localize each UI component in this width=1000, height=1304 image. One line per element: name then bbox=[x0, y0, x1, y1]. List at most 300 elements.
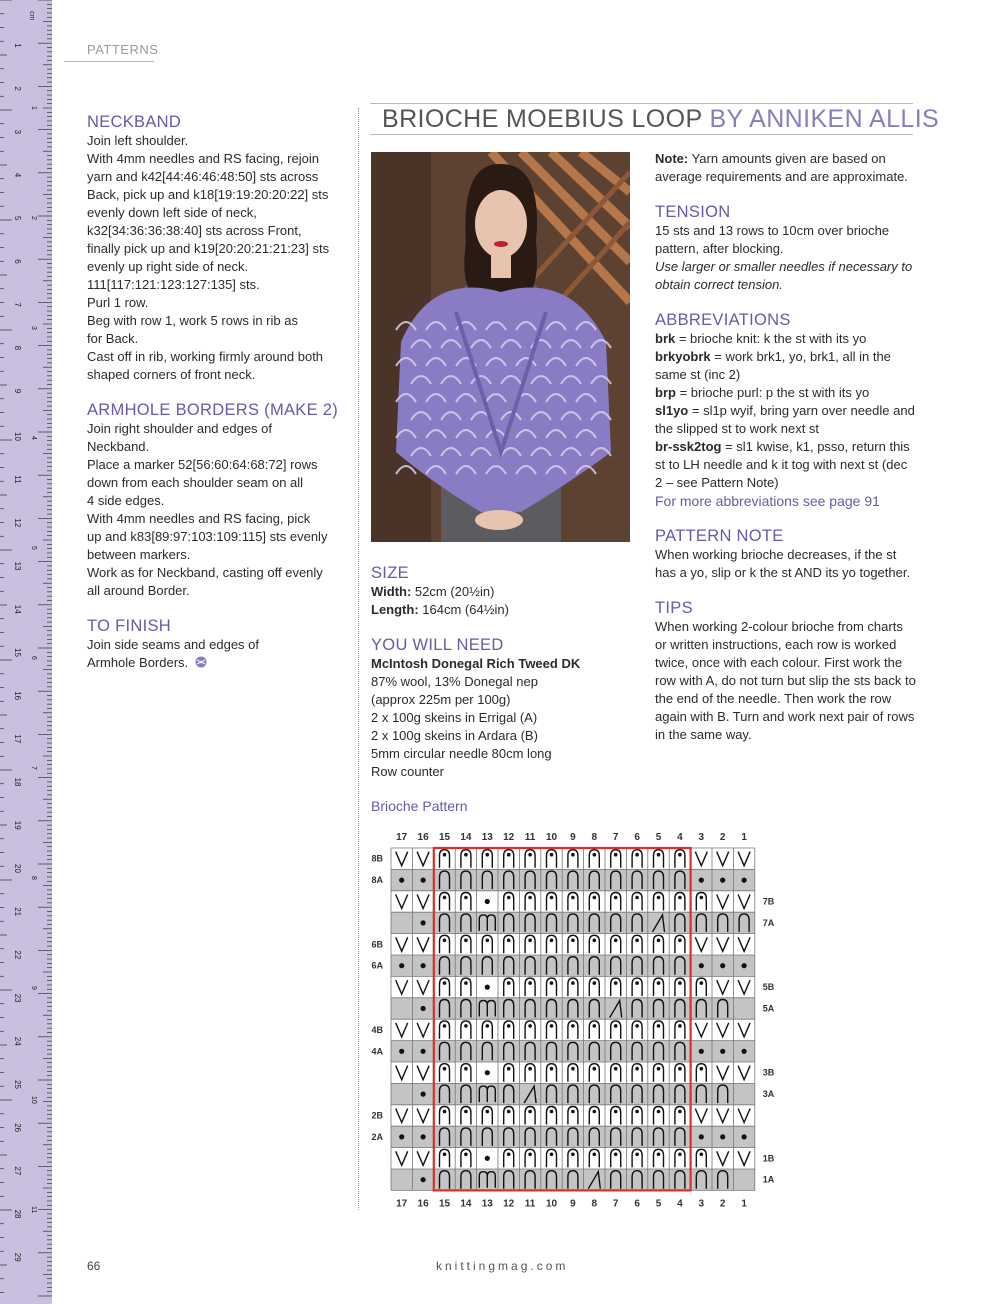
chart-col-label-bottom: 5 bbox=[655, 1198, 662, 1210]
chart-purl-dot bbox=[699, 878, 704, 883]
chart-brk-dot bbox=[678, 853, 682, 857]
ruler-cm-label: 8 bbox=[13, 345, 22, 351]
ruler-cm-label: 4 bbox=[13, 172, 22, 178]
ruler-inch-label: 10 bbox=[30, 1096, 37, 1104]
chart-col-label-top: 6 bbox=[634, 832, 640, 843]
neckband-line: Cast off in rib, working firmly around both bbox=[87, 349, 324, 364]
chart-brk-dot bbox=[593, 853, 597, 857]
chart-purl-dot bbox=[742, 878, 747, 883]
finish-line: Join side seams and edges of bbox=[87, 637, 259, 652]
chart-brk-dot bbox=[464, 896, 468, 900]
finish-line: Armhole Borders. bbox=[87, 654, 347, 672]
chart-row-label-right: 1A bbox=[762, 1174, 775, 1185]
chart-brk-dot bbox=[678, 1153, 682, 1157]
chart-brk-dot bbox=[614, 1153, 618, 1157]
chart-brk-dot bbox=[507, 1067, 511, 1071]
chart-row-bg bbox=[391, 1019, 755, 1040]
chart-brk-dot bbox=[507, 1110, 511, 1114]
chart-brk-dot bbox=[635, 1024, 639, 1028]
armhole-line: up and k83[89:97:103:109:115] sts evenly bbox=[87, 529, 328, 544]
ruler-cm-label: 21 bbox=[13, 907, 22, 917]
neckband-line: With 4mm needles and RS facing, rejoin bbox=[87, 151, 319, 166]
chart-brk-dot bbox=[635, 853, 639, 857]
ruler-cm-label: 16 bbox=[13, 691, 22, 701]
chart-purl-dot bbox=[399, 1134, 404, 1139]
chart-row-label-left: 4A bbox=[371, 1046, 383, 1057]
ruler-cm-label: 27 bbox=[13, 1166, 22, 1176]
chart-col-label-bottom: 16 bbox=[417, 1198, 429, 1210]
chart-purl-dot bbox=[421, 1092, 426, 1097]
chart-brk-dot bbox=[443, 1024, 447, 1028]
chart-brk-dot bbox=[528, 896, 532, 900]
chart-row-label-right: 5B bbox=[762, 982, 775, 993]
brioche-chart bbox=[361, 822, 791, 1217]
chart-brk-dot bbox=[550, 1067, 554, 1071]
chart-col-label-bottom: 7 bbox=[612, 1198, 619, 1210]
neckband-heading: NECKBAND bbox=[87, 113, 182, 131]
ruler-inch-label: 3 bbox=[30, 326, 37, 330]
chart-brk-dot bbox=[678, 939, 682, 943]
chart-brk-dot bbox=[635, 1153, 639, 1157]
neckband-line: shaped corners of front neck. bbox=[87, 367, 256, 382]
ruler-cm-label: 7 bbox=[13, 302, 22, 307]
abbr-item: br-ssk2tog = sl1 kwise, k1, psso, return this st to LH needle and k it tog with next st (dec 2 – see Pattern Note) bbox=[655, 439, 910, 490]
chart-col-label-bottom: 8 bbox=[591, 1198, 598, 1210]
chart-col-label-top: 3 bbox=[698, 832, 705, 843]
chart-row-bg bbox=[391, 934, 755, 955]
ruler-graphic bbox=[0, 0, 52, 1304]
chart-brk-dot bbox=[507, 1024, 511, 1028]
chart-purl-dot bbox=[742, 1049, 747, 1054]
chart-row-bg bbox=[391, 891, 755, 912]
chart-brk-dot bbox=[657, 1067, 661, 1071]
chart-brk-dot bbox=[550, 1024, 554, 1028]
chart-brk-dot bbox=[443, 1110, 447, 1114]
title-byline: BY ANNIKEN ALLIS bbox=[709, 105, 940, 133]
ruler-cm-label: 5 bbox=[13, 216, 22, 221]
chart-brk-dot bbox=[550, 1110, 554, 1114]
chart-brk-dot bbox=[464, 853, 468, 857]
need-item: Row counter bbox=[371, 764, 444, 779]
chart-purl-dot bbox=[742, 1134, 747, 1139]
chart-brk-dot bbox=[614, 896, 618, 900]
chart-brk-dot bbox=[657, 1110, 661, 1114]
need-list bbox=[371, 673, 641, 781]
chart-brk-dot bbox=[614, 1110, 618, 1114]
neckband-line: k32[34:36:36:38:40] sts across Front, bbox=[87, 223, 302, 238]
armhole-line: Place a marker 52[56:60:64:68:72] rows bbox=[87, 457, 318, 472]
section-rule bbox=[64, 61, 154, 62]
finish-heading: TO FINISH bbox=[87, 617, 171, 635]
size-width: Width: 52cm (20½in) bbox=[371, 584, 495, 599]
left-column bbox=[87, 112, 347, 672]
chart-purl-dot bbox=[421, 920, 426, 925]
chart-purl-dot bbox=[485, 985, 490, 990]
chart-brk-dot bbox=[678, 896, 682, 900]
ruler-unit: cm bbox=[28, 11, 35, 21]
chart-brk-dot bbox=[507, 1153, 511, 1157]
chart-col-label-top: 14 bbox=[460, 832, 472, 843]
chart-brk-dot bbox=[593, 1153, 597, 1157]
neckband-line: for Back. bbox=[87, 331, 139, 346]
ruler-cm-label: 28 bbox=[13, 1209, 22, 1219]
armhole-line: Neckband. bbox=[87, 439, 150, 454]
chart-brk-dot bbox=[486, 1110, 490, 1114]
chart-brk-dot bbox=[443, 853, 447, 857]
chart-row-label-left: 2A bbox=[371, 1131, 383, 1142]
chart-brk-dot bbox=[507, 853, 511, 857]
chart-purl-dot bbox=[421, 1049, 426, 1054]
chart-brk-dot bbox=[443, 1067, 447, 1071]
ruler-cm-label: 26 bbox=[13, 1123, 22, 1133]
chart-brk-dot bbox=[550, 1153, 554, 1157]
need-item: 2 x 100g skeins in Errigal (A) bbox=[371, 710, 538, 725]
tips-text: When working 2-colour brioche from charts or written instructions, each row is worked twice, once with each colour. First work the row with A, do not turn but slip the sts back to the end of the needle. Then work the row again with B. Turn and work next pair of rows in the same way. bbox=[655, 619, 916, 742]
chart-brk-dot bbox=[657, 896, 661, 900]
pattern-note-heading: PATTERN NOTE bbox=[655, 527, 784, 545]
chart-brk-dot bbox=[486, 853, 490, 857]
neckband-line: Back, pick up and k18[19:19:20:20:22] sts bbox=[87, 187, 329, 202]
chart-row-bg bbox=[391, 1083, 755, 1104]
chart-purl-dot bbox=[485, 1156, 490, 1161]
chart-brk-dot bbox=[700, 896, 704, 900]
chart-brk-dot bbox=[657, 853, 661, 857]
more-abbr-link[interactable]: For more abbreviations see page 91 bbox=[655, 493, 880, 509]
chart-col-label-top: 1 bbox=[741, 832, 747, 843]
chart-row-label-right: 3A bbox=[762, 1089, 775, 1100]
chart-row-label-left: 6B bbox=[371, 939, 383, 950]
armhole-line: between markers. bbox=[87, 547, 191, 562]
chart-brk-dot bbox=[614, 1067, 618, 1071]
chart-brk-dot bbox=[571, 1024, 575, 1028]
chart-brk-dot bbox=[571, 1067, 575, 1071]
chart-row-label-right: 1B bbox=[762, 1153, 775, 1164]
neckband-line: evenly down left side of neck, bbox=[87, 205, 257, 220]
chart-brk-dot bbox=[593, 896, 597, 900]
chart-brk-dot bbox=[464, 1024, 468, 1028]
armhole-heading: ARMHOLE BORDERS (MAKE 2) bbox=[87, 401, 339, 419]
chart-brk-dot bbox=[528, 1153, 532, 1157]
chart-brk-dot bbox=[528, 1110, 532, 1114]
chart-purl-dot bbox=[399, 878, 404, 883]
ruler-inch-label: 8 bbox=[30, 876, 37, 880]
chart-purl-dot bbox=[485, 899, 490, 904]
chart-col-label-bottom: 14 bbox=[460, 1198, 472, 1210]
chart-brk-dot bbox=[486, 1024, 490, 1028]
ruler-cm-label: 2 bbox=[13, 86, 22, 91]
chart-purl-dot bbox=[742, 963, 747, 968]
right-column bbox=[655, 150, 917, 744]
chart-brk-dot bbox=[486, 939, 490, 943]
need-item: 5mm circular needle 80cm long bbox=[371, 746, 552, 761]
chart-brk-dot bbox=[678, 1110, 682, 1114]
ruler-cm-label: 11 bbox=[13, 475, 22, 484]
chart-brk-dot bbox=[635, 939, 639, 943]
tension-note: Use larger or smaller needles if necessary to obtain correct tension. bbox=[655, 259, 913, 292]
chart-col-label-top: 16 bbox=[417, 832, 429, 843]
chart-row-bg bbox=[391, 1062, 755, 1083]
neckband-line: Beg with row 1, work 5 rows in rib as bbox=[87, 313, 298, 328]
measuring-ruler bbox=[0, 0, 52, 1304]
abbr-item: brp = brioche purl: p the st with its yo bbox=[655, 385, 870, 400]
neckband-line: yarn and k42[44:46:46:48:50] sts across bbox=[87, 169, 319, 184]
chart-purl-dot bbox=[399, 1049, 404, 1054]
abbr-heading: ABBREVIATIONS bbox=[655, 311, 791, 329]
title-main: BRIOCHE MOEBIUS LOOP bbox=[382, 105, 703, 133]
chart-brk-dot bbox=[678, 981, 682, 985]
chart-row-label-right: 5A bbox=[762, 1003, 775, 1014]
chart-col-label-top: 7 bbox=[612, 832, 619, 843]
chart-col-label-top: 10 bbox=[545, 832, 558, 843]
ruler-cm-label: 9 bbox=[13, 388, 22, 394]
chart-brk-dot bbox=[700, 1153, 704, 1157]
ruler-cm-label: 13 bbox=[13, 561, 22, 571]
chart-col-label-top: 5 bbox=[655, 832, 662, 843]
need-heading: YOU WILL NEED bbox=[371, 636, 504, 654]
ruler-inch-label: 11 bbox=[30, 1206, 37, 1214]
chart-row-label-left: 8B bbox=[371, 853, 383, 864]
chart-brk-dot bbox=[657, 1153, 661, 1157]
neckband-line: finally pick up and k19[20:20:21:21:23] sts bbox=[87, 241, 330, 256]
chart-row-bg bbox=[391, 976, 755, 997]
chart-brk-dot bbox=[635, 1110, 639, 1114]
chart-purl-dot bbox=[421, 878, 426, 883]
chart-row-bg bbox=[391, 1169, 755, 1190]
chart-brk-dot bbox=[614, 1024, 618, 1028]
neckband-line: Purl 1 row. bbox=[87, 295, 149, 310]
chart-purl-dot bbox=[485, 1070, 490, 1075]
photo-illustration bbox=[371, 152, 630, 542]
chart-row-bg bbox=[391, 912, 755, 933]
chart-brk-dot bbox=[571, 896, 575, 900]
chart-brk-dot bbox=[528, 939, 532, 943]
ruler-inch-label: 7 bbox=[30, 766, 37, 770]
armhole-line: down from each shoulder seam on all bbox=[87, 475, 304, 490]
chart-col-label-top: 8 bbox=[591, 832, 598, 843]
armhole-line: all around Border. bbox=[87, 583, 190, 598]
abbr-item: sl1yo = sl1p wyif, bring yarn over needle and the slipped st to work next st bbox=[655, 403, 915, 436]
abbr-list bbox=[655, 330, 917, 492]
chart-purl-dot bbox=[421, 1134, 426, 1139]
chart-brk-dot bbox=[657, 939, 661, 943]
ruler-cm-label: 19 bbox=[13, 820, 22, 830]
chart-purl-dot bbox=[699, 1134, 704, 1139]
ruler-cm-label: 1 bbox=[13, 43, 22, 48]
yarn-ball-icon bbox=[195, 656, 207, 668]
abbr-item: brk = brioche knit: k the st with its yo bbox=[655, 331, 867, 346]
chart-brk-dot bbox=[464, 1067, 468, 1071]
ruler-cm-label: 15 bbox=[13, 648, 22, 657]
chart-brk-dot bbox=[571, 1110, 575, 1114]
chart-brk-dot bbox=[443, 939, 447, 943]
ruler-cm-label: 14 bbox=[13, 604, 22, 614]
chart-col-label-top: 15 bbox=[438, 832, 451, 843]
chart-purl-dot bbox=[421, 963, 426, 968]
column-divider bbox=[358, 108, 359, 1210]
chart-purl-dot bbox=[720, 878, 725, 883]
chart-col-label-top: 13 bbox=[481, 832, 493, 843]
chart-brk-dot bbox=[507, 939, 511, 943]
chart-row-bg bbox=[391, 998, 755, 1019]
chart-col-label-bottom: 13 bbox=[481, 1198, 493, 1210]
chart-brk-dot bbox=[593, 1110, 597, 1114]
chart-brk-dot bbox=[678, 1067, 682, 1071]
neckband-line: 111[117:121:123:127:135] sts. bbox=[87, 277, 260, 292]
chart-row-bg bbox=[391, 1105, 755, 1126]
chart-brk-dot bbox=[528, 1024, 532, 1028]
chart-brk-dot bbox=[635, 896, 639, 900]
yarn-name: McIntosh Donegal Rich Tweed DK bbox=[371, 656, 581, 671]
chart-brk-dot bbox=[657, 1024, 661, 1028]
neckband-line: Join left shoulder. bbox=[87, 133, 189, 148]
chart-row-label-left: 6A bbox=[371, 960, 383, 971]
middle-column bbox=[371, 563, 641, 781]
ruler-cm-label: 3 bbox=[13, 129, 22, 135]
chart-row-label-left: 2B bbox=[371, 1110, 383, 1121]
note: Note: Yarn amounts given are based on average requirements and are approximate. bbox=[655, 151, 908, 184]
ruler-inch-label: 1 bbox=[30, 106, 37, 110]
chart-row-label-right: 3B bbox=[762, 1067, 775, 1078]
chart-brk-dot bbox=[507, 896, 511, 900]
ruler-inch-label: 6 bbox=[30, 656, 37, 660]
chart-brk-dot bbox=[528, 981, 532, 985]
armhole-line: Join right shoulder and edges of bbox=[87, 421, 273, 436]
chart-brk-dot bbox=[700, 1067, 704, 1071]
chart-brk-dot bbox=[593, 1024, 597, 1028]
chart-brk-dot bbox=[550, 896, 554, 900]
chart-col-label-bottom: 3 bbox=[698, 1198, 705, 1210]
chart-brk-dot bbox=[550, 981, 554, 985]
chart-brk-dot bbox=[614, 939, 618, 943]
chart-brk-dot bbox=[443, 981, 447, 985]
chart-brk-dot bbox=[571, 1153, 575, 1157]
chart-col-label-bottom: 6 bbox=[634, 1198, 640, 1210]
need-item: 87% wool, 13% Donegal nep bbox=[371, 674, 538, 689]
chart-brk-dot bbox=[443, 1153, 447, 1157]
chart-brk-dot bbox=[593, 981, 597, 985]
chart-purl-dot bbox=[720, 1049, 725, 1054]
chart-purl-dot bbox=[421, 1006, 426, 1011]
tension-text: 15 sts and 13 rows to 10cm over brioche pattern, after blocking. bbox=[655, 223, 890, 256]
chart-purl-dot bbox=[699, 963, 704, 968]
chart-brk-dot bbox=[464, 1110, 468, 1114]
ruler-cm-label: 20 bbox=[13, 864, 22, 873]
chart-row-label-right: 7B bbox=[762, 896, 775, 907]
tension-heading: TENSION bbox=[655, 203, 731, 221]
need-item: 2 x 100g skeins in Ardara (B) bbox=[371, 728, 538, 743]
ruler-cm-label: 6 bbox=[13, 259, 22, 264]
ruler-cm-label: 18 bbox=[13, 777, 22, 787]
chart-brk-dot bbox=[593, 939, 597, 943]
chart-brk-dot bbox=[528, 853, 532, 857]
ruler-inch-label: 9 bbox=[30, 986, 37, 990]
pattern-title bbox=[370, 103, 940, 135]
size-heading: SIZE bbox=[371, 564, 409, 582]
chart-col-label-bottom: 15 bbox=[438, 1198, 451, 1210]
ruler-cm-label: 10 bbox=[13, 432, 22, 441]
chart-brk-dot bbox=[635, 1067, 639, 1071]
chart-brk-dot bbox=[464, 981, 468, 985]
section-label: PATTERNS bbox=[87, 42, 159, 57]
neckband-line: evenly up right side of neck. bbox=[87, 259, 249, 274]
chart-brk-dot bbox=[593, 1067, 597, 1071]
chart-row-label-left: 8A bbox=[371, 875, 383, 886]
chart-col-label-top: 4 bbox=[677, 832, 683, 843]
chart-row-bg bbox=[391, 1148, 755, 1169]
chart-col-label-top: 12 bbox=[503, 832, 515, 843]
ruler-inch-label: 4 bbox=[30, 436, 37, 440]
chart-brk-dot bbox=[464, 1153, 468, 1157]
chart-brk-dot bbox=[614, 853, 618, 857]
chart-col-label-top: 17 bbox=[396, 832, 408, 843]
chart-row-label-left: 4B bbox=[371, 1024, 383, 1035]
chart-row-label-right: 7A bbox=[762, 917, 775, 928]
tips-heading: TIPS bbox=[655, 599, 693, 617]
chart-col-label-bottom: 10 bbox=[545, 1198, 558, 1210]
chart-brk-dot bbox=[550, 853, 554, 857]
ruler-cm-label: 29 bbox=[13, 1252, 22, 1262]
chart-purl-dot bbox=[720, 1134, 725, 1139]
chart-brk-dot bbox=[464, 939, 468, 943]
armhole-line: With 4mm needles and RS facing, pick bbox=[87, 511, 311, 526]
chart-brk-dot bbox=[528, 1067, 532, 1071]
chart-brk-dot bbox=[700, 981, 704, 985]
ruler-inch-label: 5 bbox=[30, 546, 37, 550]
armhole-text bbox=[87, 420, 347, 600]
chart-brk-dot bbox=[571, 853, 575, 857]
chart-col-label-top: 11 bbox=[524, 832, 536, 843]
chart-col-label-bottom: 11 bbox=[524, 1198, 536, 1210]
chart-purl-dot bbox=[720, 963, 725, 968]
chart-purl-dot bbox=[421, 1177, 426, 1182]
chart-brk-dot bbox=[507, 981, 511, 985]
size-length: Length: 164cm (64½in) bbox=[371, 602, 509, 617]
page-number: 66 bbox=[87, 1259, 101, 1273]
ruler-cm-label: 22 bbox=[13, 950, 22, 960]
chart-brk-dot bbox=[678, 1024, 682, 1028]
chart-col-label-top: 9 bbox=[570, 832, 576, 843]
chart-row-bg bbox=[391, 848, 755, 869]
chart-purl-dot bbox=[399, 963, 404, 968]
chart-brk-dot bbox=[657, 981, 661, 985]
ruler-cm-label: 17 bbox=[13, 734, 22, 744]
chart-col-label-bottom: 1 bbox=[741, 1198, 747, 1210]
ruler-cm-label: 12 bbox=[13, 518, 22, 528]
chart-col-label-bottom: 17 bbox=[396, 1198, 408, 1210]
neckband-text bbox=[87, 132, 347, 384]
ruler-inch-label: 2 bbox=[30, 216, 37, 220]
chart-brk-dot bbox=[571, 939, 575, 943]
model-photo bbox=[371, 152, 630, 542]
chart-col-label-top: 2 bbox=[719, 832, 726, 843]
abbr-item: brkyobrk = work brk1, yo, brk1, all in the same st (inc 2) bbox=[655, 349, 891, 382]
ruler-cm-label: 24 bbox=[13, 1036, 22, 1046]
chart-col-label-bottom: 4 bbox=[677, 1198, 683, 1210]
armhole-line: 4 side edges. bbox=[87, 493, 165, 508]
pattern-note-text: When working brioche decreases, if the st has a yo, slip or k the st AND its yo together. bbox=[655, 547, 911, 580]
chart-brk-dot bbox=[571, 981, 575, 985]
chart-brk-dot bbox=[443, 896, 447, 900]
chart-title: Brioche Pattern bbox=[371, 798, 468, 814]
ruler-cm-label: 25 bbox=[13, 1080, 22, 1089]
chart-col-label-bottom: 9 bbox=[570, 1198, 576, 1210]
armhole-line: Work as for Neckband, casting off evenly bbox=[87, 565, 323, 580]
chart-brk-dot bbox=[614, 981, 618, 985]
chart-purl-dot bbox=[699, 1049, 704, 1054]
site-url[interactable]: knittingmag.com bbox=[436, 1259, 569, 1273]
chart-brk-dot bbox=[635, 981, 639, 985]
ruler-cm-label: 23 bbox=[13, 993, 22, 1003]
